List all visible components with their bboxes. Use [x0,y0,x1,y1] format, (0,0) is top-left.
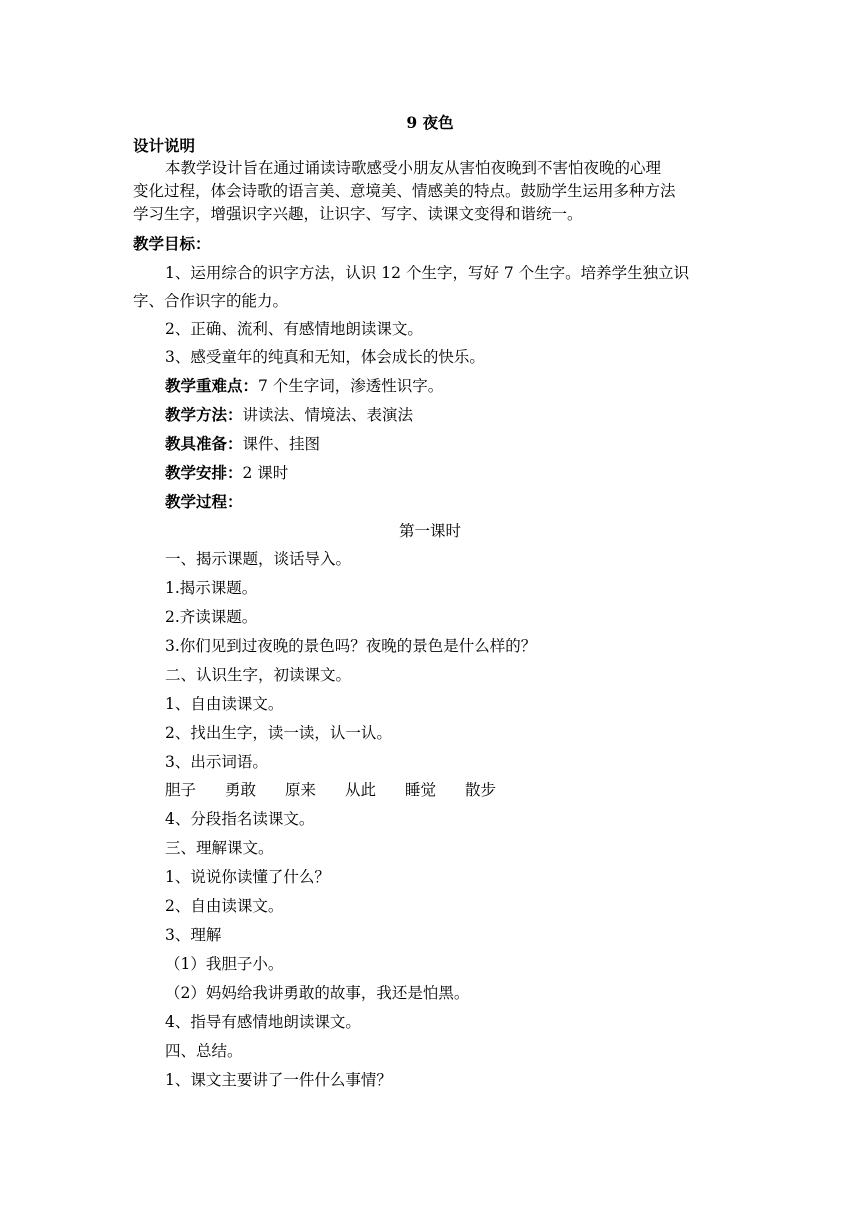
info-row-methods [165,404,413,426]
process-item: 3、理解 [165,926,222,944]
process-item: 1.揭示课题。 [165,579,258,597]
process-item: 1、自由读课文。 [165,695,284,713]
info-label: 教学方法： [165,405,243,424]
vocab-word: 散步 [465,781,497,799]
process-item: 4、分段指名读课文。 [165,810,315,828]
process-item: 一、揭示课题，谈话导入。 [165,550,352,568]
design-text-line: 本教学设计旨在通过诵读诗歌感受小朋友从害怕夜晚到不害怕夜晚的心理 [165,159,662,177]
process-item: 二、认识生字，初读课文。 [165,666,352,684]
info-row-schedule [165,462,288,484]
process-item: 四、总结。 [165,1042,243,1060]
goal-item: 字、合作识字的能力。 [133,292,289,310]
goals-heading: 教学目标： [133,234,211,253]
process-item: 1、说说你读懂了什么？ [165,868,330,886]
vocab-word: 从此 [345,781,377,799]
page-title: 9 夜色 [406,113,454,132]
goal-item: 3、感受童年的纯真和无知，体会成长的快乐。 [165,348,485,366]
info-value: 7 个生字词，渗透性识字。 [258,377,444,395]
vocab-word: 勇敢 [225,781,257,799]
info-row-process [165,491,243,513]
vocab-word: 原来 [285,781,317,799]
vocab-list [165,779,525,801]
info-value: 课件、挂图 [242,435,321,453]
process-item: 2、自由读课文。 [165,897,284,915]
process-item: 2、找出生字，读一读，认一认。 [165,724,392,742]
process-item: 三、理解课文。 [165,839,274,857]
info-label: 教学安排： [165,463,243,482]
process-item: （1）我胆子小。 [165,955,284,973]
info-value: 讲读法、情境法、表演法 [242,406,414,424]
design-text-line: 变化过程，体会诗歌的语言美、意境美、情感美的特点。鼓励学生运用多种方法 [133,182,676,200]
info-label: 教学重难点： [165,376,259,395]
info-row-key-points [165,375,443,397]
process-item: 3、出示词语。 [165,753,268,771]
design-heading: 设计说明 [133,136,196,155]
info-row-materials [165,433,320,455]
process-item: 4、指导有感情地朗读课文。 [165,1013,361,1031]
info-label: 教具准备： [165,434,243,453]
vocab-word: 睡觉 [405,781,437,799]
goal-item: 2、正确、流利、有感情地朗读课文。 [165,320,423,338]
process-item: 3.你们见到过夜晚的景色吗？夜晚的景色是什么样的？ [165,637,537,655]
process-item: （2）妈妈给我讲勇敢的故事，我还是怕黑。 [165,984,470,1002]
info-label: 教学过程： [165,492,243,511]
lesson-title: 第一课时 [398,522,461,540]
info-value: 2 课时 [242,464,289,482]
design-text-line: 学习生字，增强识字兴趣，让识字、写字、读课文变得和谐统一。 [133,205,583,223]
process-item: 2.齐读课题。 [165,608,258,626]
vocab-word: 胆子 [165,781,197,799]
goal-item: 1、运用综合的识字方法，认识 12 个生字，写好 7 个生字。培养学生独立识 [165,264,690,282]
process-item: 1、课文主要讲了一件什么事情？ [165,1071,392,1089]
